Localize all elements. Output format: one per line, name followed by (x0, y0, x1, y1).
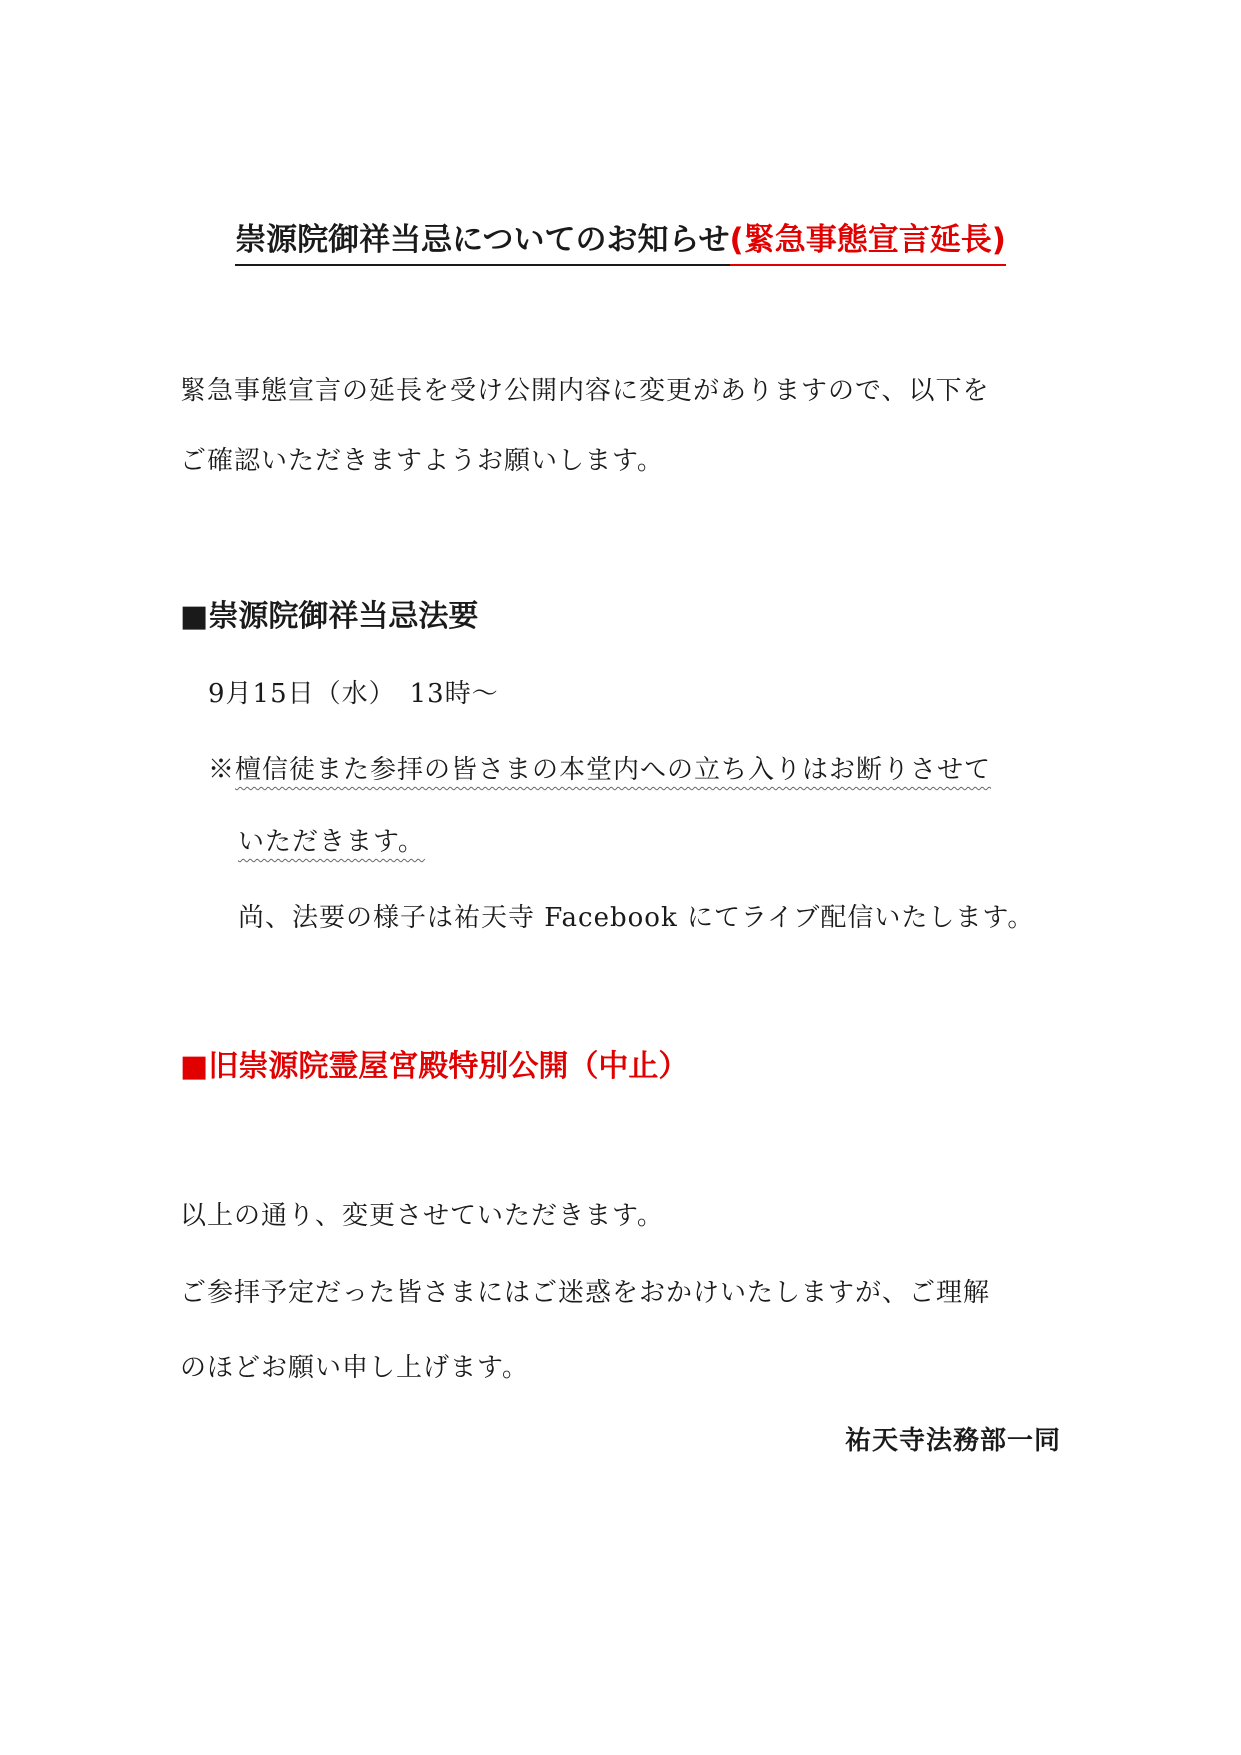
signature: 祐天寺法務部一同 (844, 1426, 1061, 1456)
notice-title (0, 218, 1241, 266)
service-datetime: 9月15日（水） 13時～ (208, 679, 499, 709)
closing-line-2: ご参拝予定だった皆さまにはご迷惑をおかけいたしますが、ご理解 (180, 1278, 991, 1308)
title-main: 崇源院御祥当忌についてのお知らせ (235, 222, 730, 258)
closing-line-3: のほどお願い申し上げます。 (180, 1353, 529, 1383)
note-text-1: 檀信徒また参拝の皆さまの本堂内への立ち入りはお断りさせて (235, 755, 992, 785)
section-heading-label: ■崇源院御祥当忌法要 (180, 599, 479, 634)
section-heading-memorial-service (180, 597, 478, 637)
intro-line-2: ご確認いただきますようお願いします。 (180, 446, 664, 476)
live-stream-note: 尚、法要の様子は祐天寺 Facebook にてライブ配信いたします。 (238, 903, 1035, 933)
closing-line-1: 以上の通り、変更させていただきます。 (180, 1201, 664, 1231)
note-asterisk: ※ (208, 755, 236, 785)
title-underlined (235, 218, 1006, 266)
service-note-line-1 (208, 752, 1108, 788)
intro-line-1: 緊急事態宣言の延長を受け公開内容に変更がありますので、以下を (180, 376, 990, 406)
note-text-2: いただきます。 (238, 827, 425, 857)
section-heading-label-2: ■旧崇源院霊屋宮殿特別公開（中止） (180, 1049, 689, 1084)
title-highlight: (緊急事態宣言延長) (730, 218, 1006, 266)
service-note-line-2 (238, 824, 1138, 860)
section-heading-special-opening (180, 1047, 688, 1087)
